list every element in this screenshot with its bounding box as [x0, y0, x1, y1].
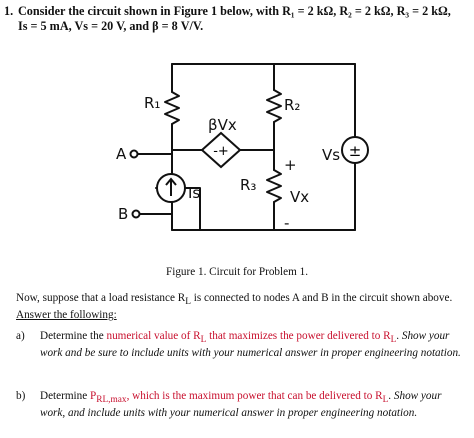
question-a-label: a) [16, 330, 25, 342]
resistor-r1 [165, 92, 179, 124]
question-b-suffix: . [388, 390, 394, 402]
question-a-prefix: Determine the [40, 330, 107, 342]
question-a-body [40, 330, 462, 360]
question-b-prefix: Determine [40, 390, 91, 402]
question-a-sub-1: L [200, 335, 207, 346]
figure-caption: Figure 1. Circuit for Problem 1. [165, 266, 308, 278]
voltage-source-polarity: ± [348, 142, 362, 160]
label-r1: R₁ [144, 94, 161, 112]
label-is: Is [188, 184, 201, 202]
node-b-terminal [133, 211, 140, 218]
label-vx-minus: - [284, 214, 290, 232]
label-r3: R₃ [240, 176, 257, 194]
resistor-r2 [267, 90, 281, 122]
question-b-instructions: Show your work, and include units with your numerical answer in proper engineering notation. [40, 390, 442, 420]
question-a-suffix: . [396, 330, 402, 342]
label-r2: R₂ [284, 96, 301, 114]
question-a-sub-2: L [390, 335, 397, 346]
label-vx: Vx [290, 188, 310, 206]
question-b [16, 390, 468, 436]
question-b-sub-1: RL,max [96, 395, 127, 406]
label-dependent-source: βVx [208, 116, 237, 134]
question-a [16, 330, 468, 370]
label-node-b: B [118, 205, 129, 223]
question-b-highlight-2: , which is the maximum power that can be delivered to R [126, 390, 383, 402]
label-vx-plus: + [284, 156, 297, 174]
answer-following: Answer the following: [16, 309, 117, 322]
question-a-highlight-2: that maximizes the power delivered to R [206, 330, 391, 342]
intro-text: Now, suppose that a load resistance R [16, 292, 186, 304]
node-a-terminal [131, 151, 138, 158]
resistor-r3 [267, 170, 281, 202]
question-b-sub-2: L [382, 395, 389, 406]
intro-subscript: L [185, 297, 191, 308]
label-node-a: A [116, 145, 127, 163]
question-b-label: b) [16, 390, 26, 402]
dependent-source-polarity: -+ [213, 144, 229, 159]
question-a-highlight: numerical value of R [106, 330, 201, 342]
given-values-line-1: Consider the circuit shown in Figure 1 below, with R₁ = 2 kΩ, R₂ = 2 kΩ, R₃ = 2 kΩ, [18, 4, 451, 18]
problem-number: 1. [4, 4, 14, 18]
question-b-body [40, 390, 462, 420]
question-a-instructions: Show your work and be sure to include units with your numerical answer in proper engineering notation. [40, 330, 461, 360]
intro-paragraph [16, 292, 466, 322]
given-values-line-2: Is = 5 mA, Vs = 20 V, and β = 8 V/V. [18, 19, 204, 33]
intro-text-2: is connected to nodes A and B in the circuit shown above. [190, 292, 453, 304]
question-b-highlight: P [90, 390, 97, 402]
label-vs: Vs [322, 146, 341, 164]
